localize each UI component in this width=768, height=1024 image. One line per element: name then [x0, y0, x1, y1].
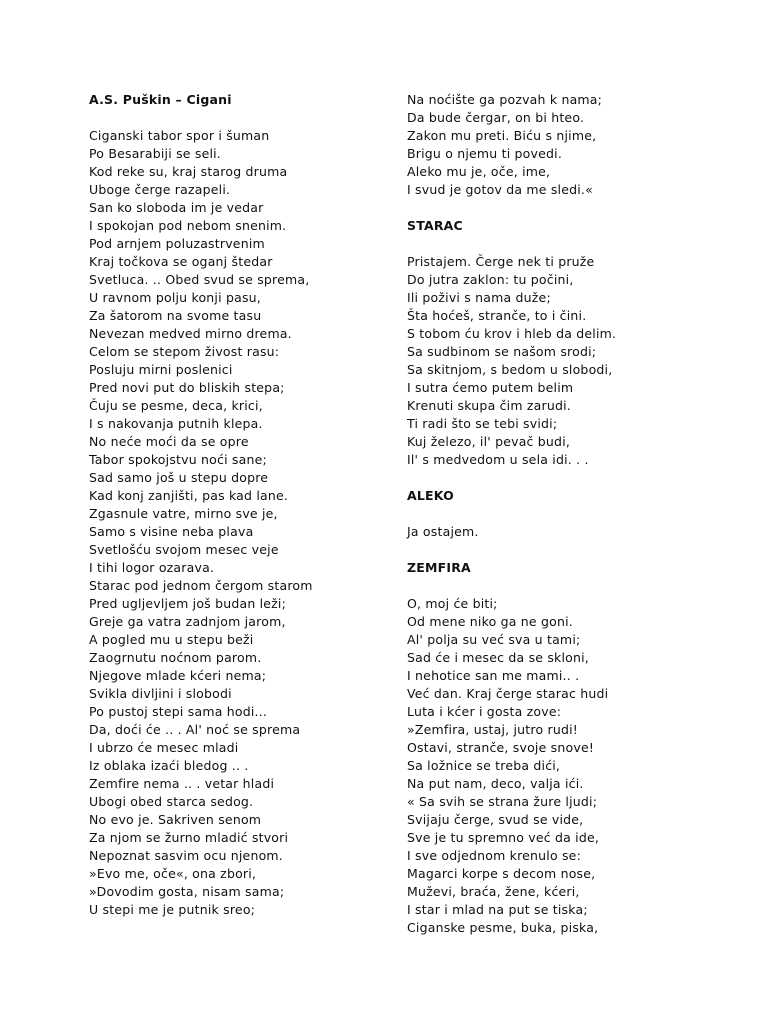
verse-line: Pristajem. Čerge nek ti pruže	[407, 254, 595, 269]
left-column	[89, 91, 389, 919]
verse-line: Zaogrnutu noćnom parom.	[89, 650, 262, 665]
verse-line: Njegove mlade kćeri nema;	[89, 668, 267, 683]
verse-line: Svikla divljini i slobodi	[89, 686, 232, 701]
verse-line: Svetlošću svojom mesec veje	[89, 542, 279, 557]
verse-line: Sa sudbinom se našom srodi;	[407, 344, 597, 359]
verse-line: Sve je tu spremno već da ide,	[407, 830, 600, 845]
verse-line: I star i mlad na put se tiska;	[407, 902, 588, 917]
verse-line: Al' polja su već sva u tami;	[407, 632, 581, 647]
right-column	[407, 91, 727, 937]
verse-line: »Zemfira, ustaj, jutro rudi!	[407, 722, 578, 737]
verse-line: Sad će i mesec da se skloni,	[407, 650, 589, 665]
verse-line: Na noćište ga pozvah k nama;	[407, 92, 603, 107]
verse-line: I nehotice san me mami.. .	[407, 668, 580, 683]
verse-line: A pogled mu u stepu beži	[89, 632, 254, 647]
verse-line: U stepi me je putnik sreo;	[89, 902, 256, 917]
verse-line: Pred novi put do bliskih stepa;	[89, 380, 285, 395]
verse-line: »Evo me, oče«, ona zbori,	[89, 866, 257, 881]
spacer	[407, 505, 727, 523]
spacer	[407, 469, 727, 487]
verse-line: Da bude čergar, on bi hteo.	[407, 110, 585, 125]
verse-line: Do jutra zaklon: tu počini,	[407, 272, 574, 287]
verse-line: Pred ugljevljem još budan leži;	[89, 596, 287, 611]
verse-line: Na put nam, deco, valja ići.	[407, 776, 584, 791]
verse-line: Starac pod jednom čergom starom	[89, 578, 313, 593]
verse-line: San ko sloboda im je vedar	[89, 200, 264, 215]
verse-line: Nevezan medved mirno drema.	[89, 326, 292, 341]
verse-line: Kuj železo, il' pevač budi,	[407, 434, 571, 449]
verse-line: Luta i kćer i gosta zove:	[407, 704, 562, 719]
spacer	[407, 235, 727, 253]
speaker-starac-heading: STARAC	[407, 218, 463, 233]
verse-line: No neće moći da se opre	[89, 434, 249, 449]
verse-line: Il' s medvedom u sela idi. . .	[407, 452, 589, 467]
right-intro-verse-block	[407, 91, 727, 199]
speaker-aleko-heading: ALEKO	[407, 488, 454, 503]
verse-line: Magarci korpe s decom nose,	[407, 866, 596, 881]
verse-line: Ti radi što se tebi svidi;	[407, 416, 558, 431]
verse-line: Krenuti skupa čim zarudi.	[407, 398, 571, 413]
verse-line: Svijaju čerge, svud se vide,	[407, 812, 584, 827]
spacer	[89, 109, 389, 127]
verse-line: No evo je. Sakriven senom	[89, 812, 262, 827]
verse-line: Kod reke su, kraj starog druma	[89, 164, 288, 179]
starac-verse-block	[407, 253, 727, 469]
verse-line: Zgasnule vatre, mirno sve je,	[89, 506, 278, 521]
verse-line: S tobom ću krov i hleb da delim.	[407, 326, 617, 341]
verse-line: Kraj točkova se oganj štedar	[89, 254, 273, 269]
verse-line: Po pustoj stepi sama hodi...	[89, 704, 268, 719]
verse-line: Samo s visine neba plava	[89, 524, 254, 539]
verse-line: Za šatorom na svome tasu	[89, 308, 262, 323]
aleko-verse-block	[407, 523, 727, 541]
verse-line: Posluju mirni poslenici	[89, 362, 233, 377]
verse-line: Nepoznat sasvim ocu njenom.	[89, 848, 283, 863]
verse-line: Već dan. Kraj čerge starac hudi	[407, 686, 609, 701]
verse-line: Ubogi obed starca sedog.	[89, 794, 254, 809]
verse-line: Brigu o njemu ti povedi.	[407, 146, 562, 161]
verse-line: Šta hoćeš, stranče, to i čini.	[407, 308, 587, 323]
spacer	[407, 577, 727, 595]
verse-line: Svetluca. .. Obed svud se sprema,	[89, 272, 310, 287]
verse-line: Ciganske pesme, buka, piska,	[407, 920, 599, 935]
left-verse-block	[89, 127, 389, 919]
zemfira-verse-block	[407, 595, 727, 937]
verse-line: I ubrzo će mesec mladi	[89, 740, 239, 755]
verse-line: I sutra ćemo putem belim	[407, 380, 574, 395]
verse-line: Pod arnjem poluzastrvenim	[89, 236, 265, 251]
verse-line: I sve odjednom krenulo se:	[407, 848, 581, 863]
verse-line: U ravnom polju konji pasu,	[89, 290, 261, 305]
verse-line: Čuju se pesme, deca, krici,	[89, 398, 263, 413]
verse-line: Ili poživi s nama duže;	[407, 290, 551, 305]
verse-line: Greje ga vatra zadnjom jarom,	[89, 614, 286, 629]
verse-line: Ostavi, stranče, svoje snove!	[407, 740, 595, 755]
verse-line: Kad konj zanjišti, pas kad lane.	[89, 488, 289, 503]
verse-line: Po Besarabiji se seli.	[89, 146, 221, 161]
verse-line: Od mene niko ga ne goni.	[407, 614, 573, 629]
verse-line: Uboge čerge razapeli.	[89, 182, 231, 197]
verse-line: I s nakovanja putnih klepa.	[89, 416, 263, 431]
verse-line: Aleko mu je, oče, ime,	[407, 164, 551, 179]
verse-line: O, moj će biti;	[407, 596, 498, 611]
verse-line: I svud je gotov da me sledi.«	[407, 182, 593, 197]
verse-line: Iz oblaka izaći bledog .. .	[89, 758, 249, 773]
poem-title: A.S. Puškin – Cigani	[89, 92, 232, 107]
verse-line: Zakon mu preti. Biću s njime,	[407, 128, 597, 143]
verse-line: Sa skitnjom, s bedom u slobodi,	[407, 362, 613, 377]
verse-line: Da, doći će .. . Al' noć se sprema	[89, 722, 301, 737]
verse-line: Sad samo još u stepu dopre	[89, 470, 269, 485]
verse-line: « Sa svih se strana žure ljudi;	[407, 794, 598, 809]
verse-line: Sa ložnice se treba dići,	[407, 758, 561, 773]
spacer	[407, 199, 727, 217]
verse-line: I tihi logor ozarava.	[89, 560, 215, 575]
spacer	[407, 541, 727, 559]
speaker-zemfira-heading: ZEMFIRA	[407, 560, 471, 575]
verse-line: Ciganski tabor spor i šuman	[89, 128, 270, 143]
verse-line: Za njom se žurno mladić stvori	[89, 830, 289, 845]
verse-line: »Dovodim gosta, nisam sama;	[89, 884, 285, 899]
verse-line: Celom se stepom živost rasu:	[89, 344, 280, 359]
verse-line: Tabor spokojstvu noći sane;	[89, 452, 267, 467]
verse-line: Muževi, braća, žene, kćeri,	[407, 884, 580, 899]
verse-line: Zemfire nema .. . vetar hladi	[89, 776, 275, 791]
verse-line: I spokojan pod nebom snenim.	[89, 218, 287, 233]
verse-line: Ja ostajem.	[407, 524, 479, 539]
